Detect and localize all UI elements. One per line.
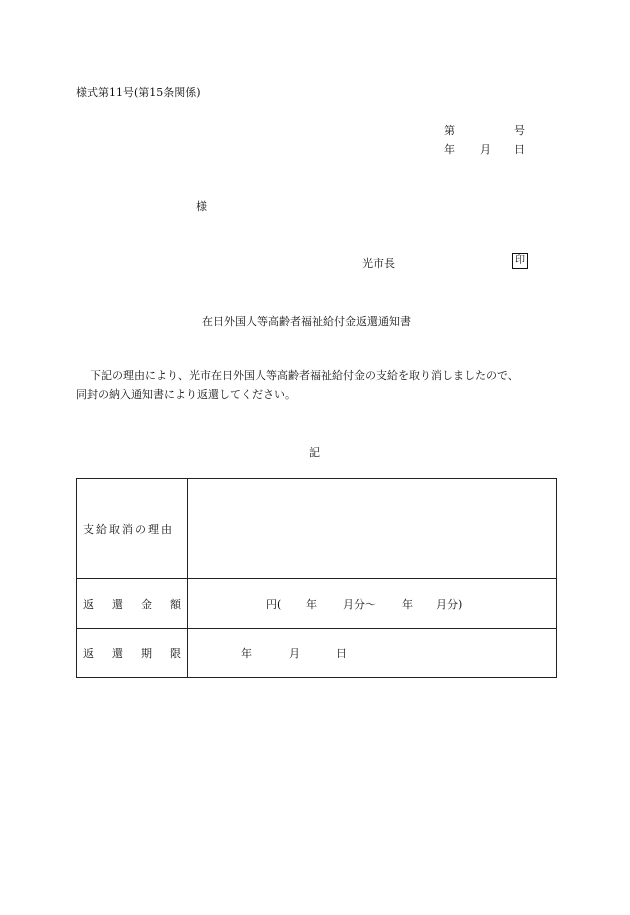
table-row-deadline [77,629,557,678]
amount-label-char: 還 [112,597,123,611]
amount-label-char: 返 [83,597,94,611]
seal-stamp-box: 印 [512,253,528,269]
reason-label [83,521,187,537]
deadline-label-char: 還 [112,647,123,660]
reason-value-cell [188,479,557,579]
document-number-suffix: 号 [514,124,525,137]
amount-from-month: 月分〜 [343,597,376,611]
amount-to-year: 年 [402,597,413,611]
form-number-title: 様式第11号(第15条関係) [76,86,201,99]
sender-name: 光市長 [362,257,395,270]
amount-label-cell [77,579,188,629]
deadline-label-char: 返 [83,647,94,660]
date-month-label: 月 [480,143,491,156]
amount-label-char: 金 [141,597,152,611]
deadline-month: 月 [289,647,300,660]
deadline-label-char: 限 [170,647,181,660]
table-row-reason [77,479,557,579]
deadline-day: 日 [336,647,347,660]
ki-heading: 記 [309,446,320,459]
amount-to-month: 月分) [436,597,463,611]
deadline-label-cell [77,629,188,678]
body-text-line-1: 下記の理由により、光市在日外国人等高齢者福祉給付金の支給を取り消しましたので、 [90,369,519,382]
amount-value-cell [188,579,557,629]
details-table [76,478,557,678]
document-number-prefix: 第 [444,124,455,137]
amount-label [83,596,187,612]
body-text-line-2: 同封の納入通知書により返還してください。 [76,388,296,401]
date-year-label: 年 [444,143,455,156]
reason-label-text: 支給取消の理由 [83,522,174,536]
document-title: 在日外国人等高齢者福祉給付金返還通知書 [202,315,411,328]
date-day-label: 日 [514,143,525,156]
deadline-year: 年 [241,647,252,660]
deadline-label [83,645,187,661]
recipient-honorific: 様 [196,200,207,213]
amount-label-char: 額 [170,597,181,611]
deadline-label-char: 期 [141,647,152,660]
table-row-amount [77,579,557,629]
amount-from-year: 年 [306,597,317,611]
reason-label-cell [77,479,188,579]
deadline-value-cell [188,629,557,678]
amount-yen: 円( [266,597,282,611]
